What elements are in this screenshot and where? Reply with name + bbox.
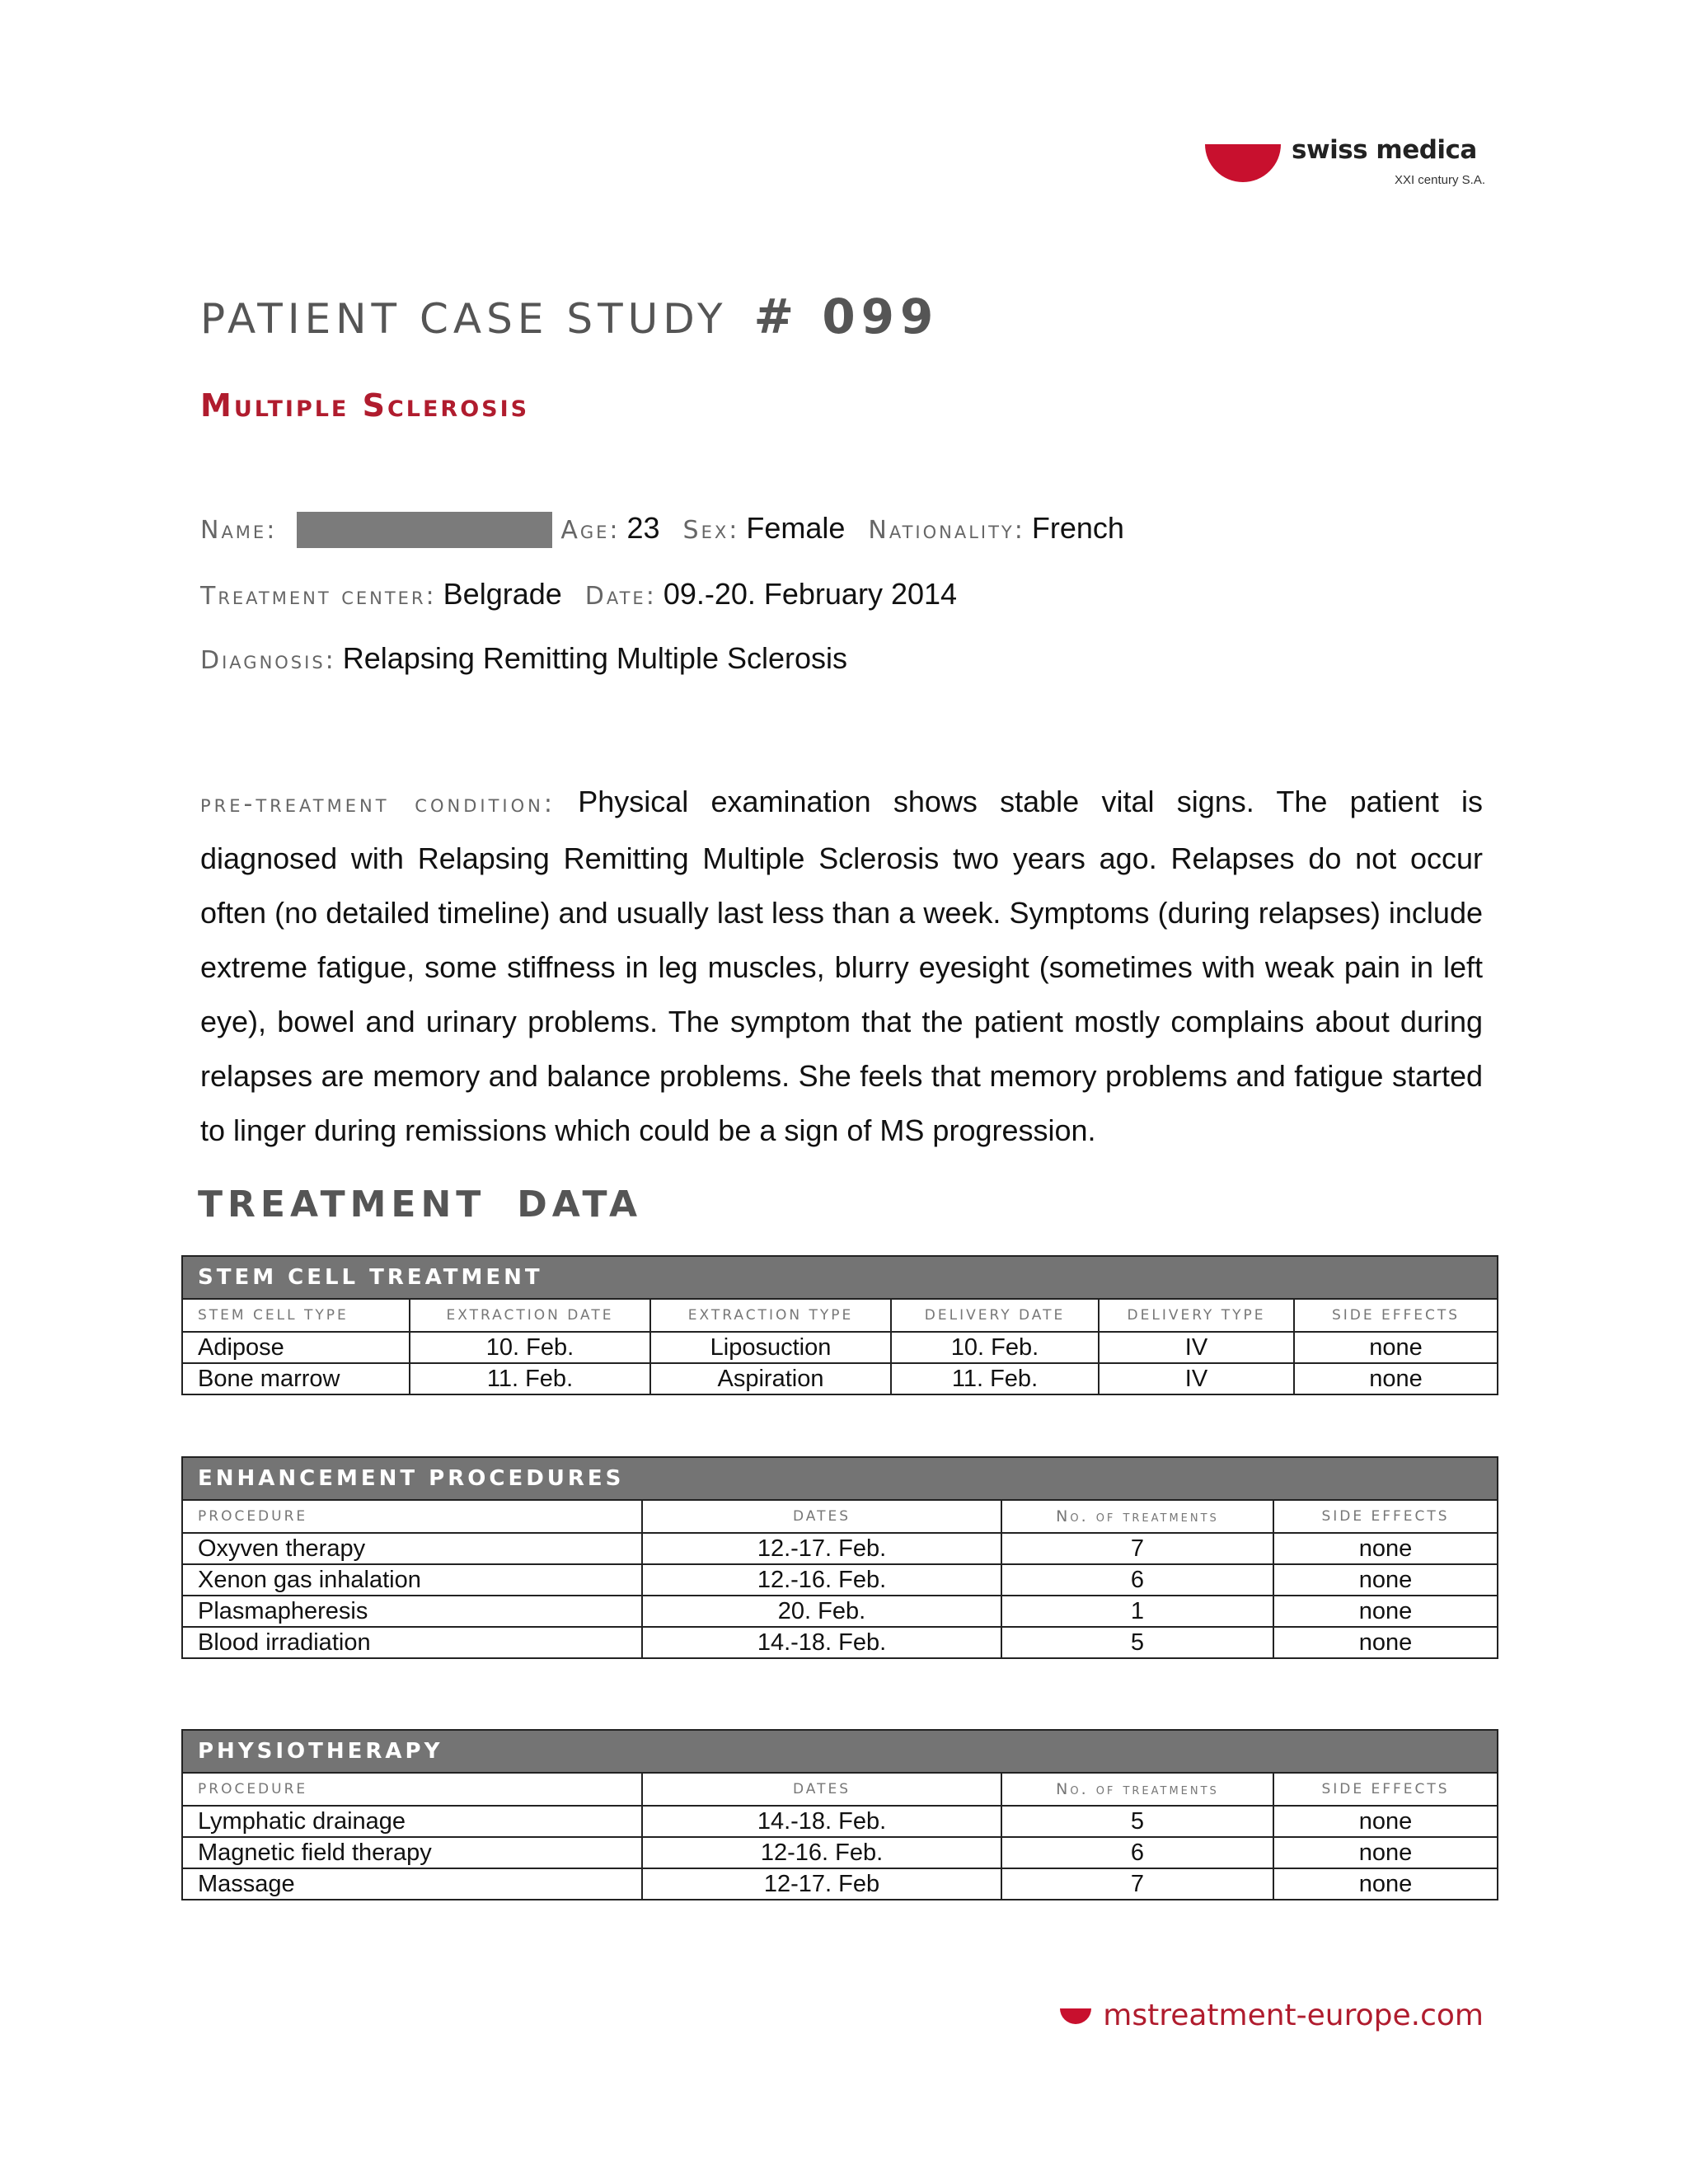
title-main: PATIENT CASE STUDY [200,295,728,343]
patient-info-line-2 [200,577,980,612]
table-cell: Adipose [182,1332,410,1363]
table-cell: 10. Feb. [410,1332,650,1363]
column-header: PROCEDURE [182,1500,642,1533]
table-cell: Lymphatic drainage [182,1806,642,1837]
condition-subtitle: Multiple Sclerosis [200,387,530,424]
table-cell: 7 [1001,1533,1273,1564]
column-header: SIDE EFFECTS [1273,1773,1498,1806]
patient-info-line-3 [200,641,870,676]
table-cell: none [1273,1837,1498,1868]
table-cell: Plasmapheresis [182,1596,642,1627]
column-header: STEM CELL TYPE [182,1299,410,1332]
sex-value: Female [746,511,846,545]
table-cell: Magnetic field therapy [182,1837,642,1868]
table-cell: IV [1099,1332,1294,1363]
treatment-data-heading [198,1183,673,1226]
table-row [182,1332,1498,1363]
logo-brand: swiss medica [1292,135,1477,165]
table-row [182,1564,1498,1596]
treatment-data-word2: DATA [517,1183,643,1226]
column-header: SIDE EFFECTS [1273,1500,1498,1533]
column-header: No. of treatments [1001,1500,1273,1533]
nationality-label: Nationality: [868,516,1025,545]
table-cell: 7 [1001,1868,1273,1900]
table-cell: Blood irradiation [182,1627,642,1658]
table-cell: 10. Feb. [891,1332,1099,1363]
sex-label: Sex: [682,516,740,545]
table-cell: 14.-18. Feb. [642,1806,1001,1837]
table-cell: 12.-17. Feb. [642,1533,1001,1564]
column-header: DELIVERY DATE [891,1299,1099,1332]
table-cell: 6 [1001,1564,1273,1596]
table-cell: 1 [1001,1596,1273,1627]
column-header: SIDE EFFECTS [1294,1299,1498,1332]
date-label: Date: [584,582,657,611]
stem-cell-table-title: STEM CELL TREATMENT [182,1256,1498,1299]
table-row [182,1868,1498,1900]
physiotherapy-table-title: PHYSIOTHERAPY [182,1730,1498,1773]
name-label: Name: [200,516,278,545]
footer-url[interactable]: mstreatment-europe.com [1103,1999,1484,2032]
table-cell: none [1294,1332,1498,1363]
table-row [182,1627,1498,1658]
table-cell: Xenon gas inhalation [182,1564,642,1596]
table-cell: Oxyven therapy [182,1533,642,1564]
column-header: No. of treatments [1001,1773,1273,1806]
table-cell: none [1273,1533,1498,1564]
table-cell: Liposuction [650,1332,891,1363]
pretreatment-text: Physical examination shows stable vital signs. The patient is diagnosed with Relapsing Remitting Multiple Sclerosis two years ago. Relapses do not occur often (no detailed timeline) and usually last less than a week. Symptoms (during relapses) include extreme fatigue, some stiffness in leg muscles, blurry eyesight (sometimes with weak pain in left eye), bowel and urinary problems. The symptom that the patient mostly complains about during relapses are memory and balance problems. She feels that memory problems and fatigue started to linger during remissions which could be a sign of MS progression. [200,785,1483,1147]
patient-info-line-1 [200,511,1147,548]
table-cell: none [1273,1564,1498,1596]
column-header: PROCEDURE [182,1773,642,1806]
logo-tagline: XXI century S.A. [1394,173,1485,187]
column-header: DATES [642,1773,1001,1806]
logo-dome-icon [1205,144,1281,185]
table-cell: 12-16. Feb. [642,1837,1001,1868]
physiotherapy-table [181,1729,1498,1900]
table-cell: 12.-16. Feb. [642,1564,1001,1596]
date-value: 09.-20. February 2014 [663,577,958,611]
nationality-value: French [1031,511,1124,545]
column-header: DATES [642,1500,1001,1533]
table-header-row [182,1299,1498,1332]
table-cell: 6 [1001,1837,1273,1868]
age-value: 23 [626,511,660,545]
case-number: # 099 [753,288,940,344]
table-cell: 5 [1001,1627,1273,1658]
table-header-row [182,1773,1498,1806]
table-cell: none [1273,1806,1498,1837]
stem-cell-table [181,1255,1498,1395]
diagnosis-value: Relapsing Remitting Multiple Sclerosis [342,641,848,675]
table-cell: none [1273,1627,1498,1658]
table-cell: 5 [1001,1806,1273,1837]
column-header: DELIVERY TYPE [1099,1299,1294,1332]
table-cell: 20. Feb. [642,1596,1001,1627]
enhancement-table-title: ENHANCEMENT PROCEDURES [182,1457,1498,1500]
table-header-row [182,1500,1498,1533]
table-row [182,1837,1498,1868]
table-cell: IV [1099,1363,1294,1394]
pretreatment-label: pre-treatment condition: [200,790,556,818]
redacted-name [297,512,552,548]
table-cell: 11. Feb. [410,1363,650,1394]
table-cell: Aspiration [650,1363,891,1394]
footer-link[interactable] [1060,1999,1484,2032]
table-cell: 12-17. Feb [642,1868,1001,1900]
table-row [182,1363,1498,1394]
center-label: Treatment center: [200,582,437,611]
company-logo [1205,132,1485,191]
table-cell: none [1273,1868,1498,1900]
table-cell: Massage [182,1868,642,1900]
column-header: EXTRACTION TYPE [650,1299,891,1332]
table-cell: 11. Feb. [891,1363,1099,1394]
footer-dome-icon [1060,2008,1091,2025]
column-header: EXTRACTION DATE [410,1299,650,1332]
table-row [182,1806,1498,1837]
table-cell: Bone marrow [182,1363,410,1394]
diagnosis-label: Diagnosis: [200,646,336,675]
table-cell: 14.-18. Feb. [642,1627,1001,1658]
center-value: Belgrade [443,577,562,611]
enhancement-table [181,1456,1498,1659]
table-row [182,1596,1498,1627]
age-label: Age: [560,516,621,545]
table-row [182,1533,1498,1564]
table-cell: none [1294,1363,1498,1394]
table-cell: none [1273,1596,1498,1627]
pretreatment-paragraph [200,775,1483,1158]
treatment-data-word1: TREATMENT [198,1183,486,1226]
page-title [200,288,939,344]
